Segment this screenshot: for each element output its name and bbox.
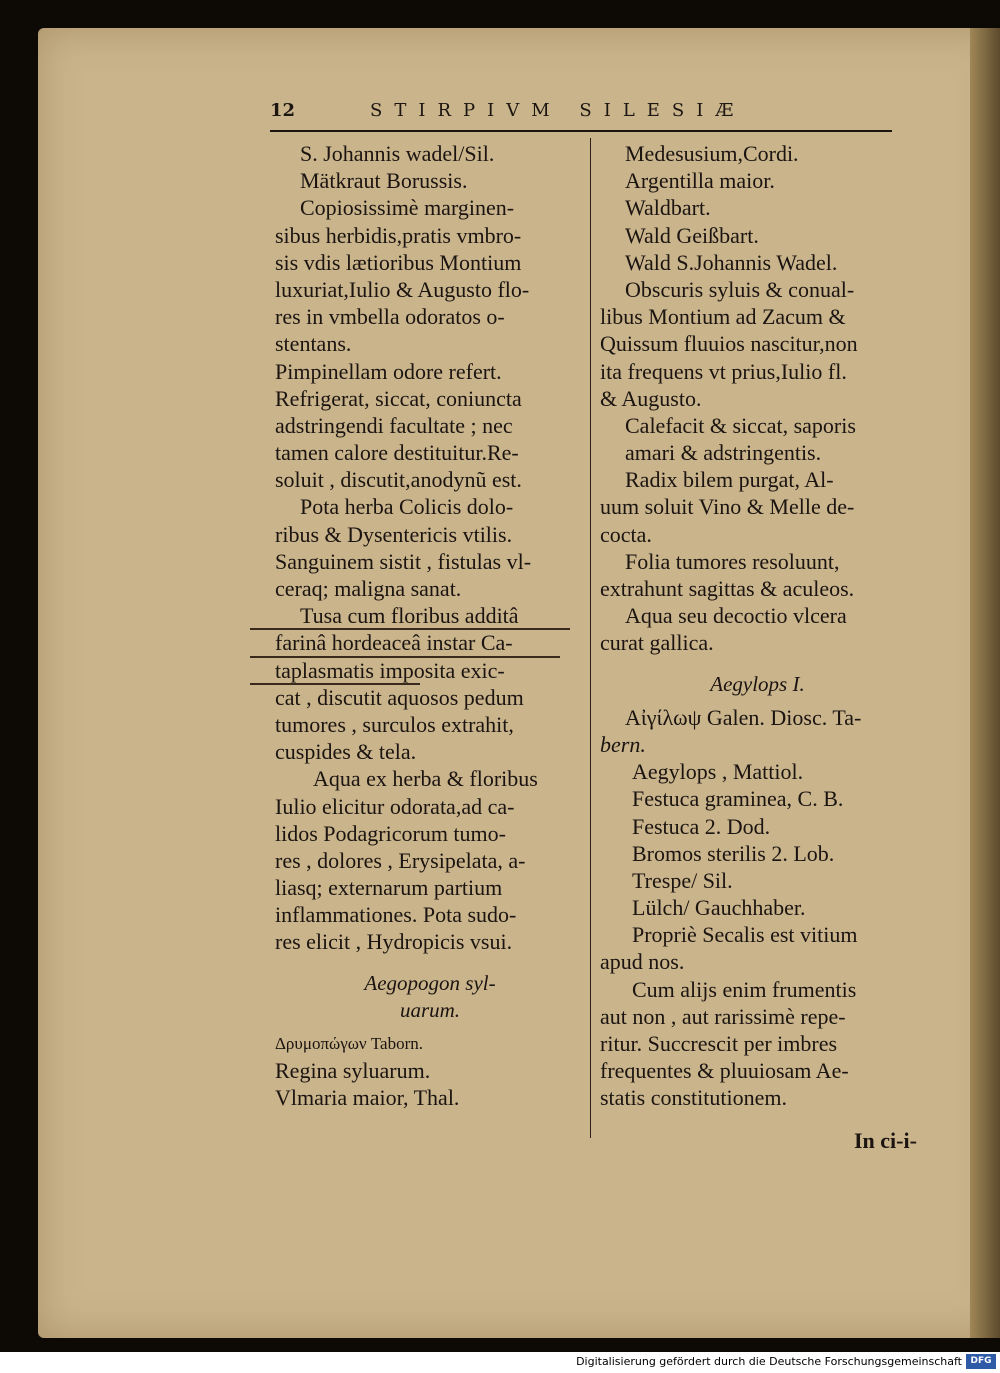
text-line: cocta. [600,521,652,547]
text-line: uum soluit Vino & Melle de- [600,494,855,520]
text-line: res , dolores , Erysipelata, a- [275,847,526,873]
section-heading: Aegylops I. [710,671,805,696]
text-line: ritur. Succrescit per imbres [600,1031,838,1056]
text-line: Argentilla maior. [625,168,775,194]
text-line: ribus & Dysentericis vtilis. [275,521,513,547]
text-line: amari & adstringentis. [625,440,822,466]
text-line: tamen calore destituitur.Re- [275,440,519,466]
running-title: STIRPIVM SILESIÆ [370,100,746,121]
text-line: bern. [600,731,646,757]
footer-credit: Digitalisierung gefördert durch die Deutsche Forschungsgemeinschaft [576,1355,962,1368]
text-line: Radix bilem purgat, Al- [625,467,834,493]
text-line: Pota herba Colicis dolo- [300,494,514,520]
text-line: Waldbart. [625,195,711,221]
text-line: aut non , aut rarissimè repe- [600,1003,846,1029]
text-line: Quissum fluuios nascitur,non [600,331,858,357]
text-line: Festuca graminea, C. B. [632,786,844,812]
text-line: cuspides & tela. [275,739,417,765]
text-line: Mätkraut Borussis. [300,168,468,194]
text-line: soluit , discutit,anodynũ est. [275,467,522,493]
text-line: Δρυμοπώγων Taborn. [275,1034,424,1053]
text-line: Wald S.Johannis Wadel. [625,249,838,275]
text-line: extrahunt sagittas & aculeos. [600,576,855,601]
text-line: Sanguinem sistit , fistulas vl- [275,548,532,574]
text-line: sis vdis lætioribus Montium [275,249,522,275]
column-divider [590,138,591,1138]
section-heading: uarum. [399,997,461,1022]
ink-underline [250,683,420,685]
text-line: Lülch/ Gauchhaber. [632,895,806,921]
text-line: adstringendi facultate ; nec [275,412,513,438]
text-line: S. Johannis wadel/Sil. [300,141,495,166]
left-column [275,140,585,1112]
text-line: Pimpinellam odore refert. [275,358,502,384]
text-line: sibus herbidis,pratis vmbro- [275,222,522,248]
text-line: lidos Podagricorum tumo- [275,820,506,846]
section-heading: Aegopogon syl- [364,970,496,995]
text-line: luxuriat,Iulio & Augusto flo- [275,276,530,302]
text-line: Trespe/ Sil. [632,867,733,893]
text-line: farinâ hordeaceâ instar Ca- [275,630,513,656]
text-line: & Augusto. [600,385,702,411]
catchword: In ci-i- [854,1128,917,1153]
running-header [270,100,900,128]
text-line: curat gallica. [600,630,714,656]
text-line: Αἰγίλωψ Galen. Diosc. Ta- [625,704,862,730]
text-line: Vlmaria maior, Thal. [275,1085,460,1111]
text-line: Refrigerat, siccat, coniuncta [275,385,522,411]
text-line: tumores , surculos extrahit, [275,711,514,737]
text-line: liasq; externarum partium [275,875,503,901]
page-edge [970,28,1000,1338]
text-line: Cum alijs enim frumentis [632,976,857,1002]
text-line: Regina syluarum. [275,1058,431,1084]
text-line: libus Montium ad Zacum & [600,304,846,330]
text-line: apud nos. [600,949,685,975]
text-line: Tusa cum floribus additâ [300,603,519,629]
text-line: statis constitutionem. [600,1085,787,1111]
text-line: ita frequens vt prius,Iulio fl. [600,358,847,384]
text-line: Medesusium,Cordi. [625,141,799,166]
text-line: frequentes & pluuiosam Ae- [600,1058,849,1084]
page-number: 12 [270,100,296,121]
text-line: Aqua ex herba & floribus [313,766,538,792]
right-column [600,140,915,1112]
text-line: cat , discutit aquosos pedum [275,684,524,710]
text-line: ceraq; maligna sanat. [275,576,462,601]
text-line: Bromos sterilis 2. Lob. [632,840,835,866]
text-line: Folia tumores resoluunt, [625,548,840,574]
dfg-logo: DFG [966,1354,996,1369]
text-line: Calefacit & siccat, saporis [625,412,856,438]
text-line: Wald Geißbart. [625,222,759,248]
text-line: stentans. [275,331,352,357]
text-line: Aqua seu decoctio vlcera [625,603,847,629]
digitization-footer [0,1352,1000,1373]
text-line: inflammationes. Pota sudo- [275,902,517,928]
text-line: res in vmbella odoratos o- [275,304,505,330]
text-line: Festuca 2. Dod. [632,813,771,839]
ink-underline [250,656,560,658]
text-line: Iulio elicitur odorata,ad ca- [275,793,515,819]
text-line: Propriè Secalis est vitium [632,922,858,948]
text-line: Obscuris syluis & conual- [625,276,855,302]
text-line: taplasmatis imposita exic- [275,657,505,683]
ink-underline [250,628,570,630]
header-rule [270,130,892,132]
text-line: Copiosissimè marginen- [300,195,515,221]
text-line: Aegylops , Mattiol. [632,759,804,785]
text-line: res elicit , Hydropicis vsui. [275,929,513,955]
